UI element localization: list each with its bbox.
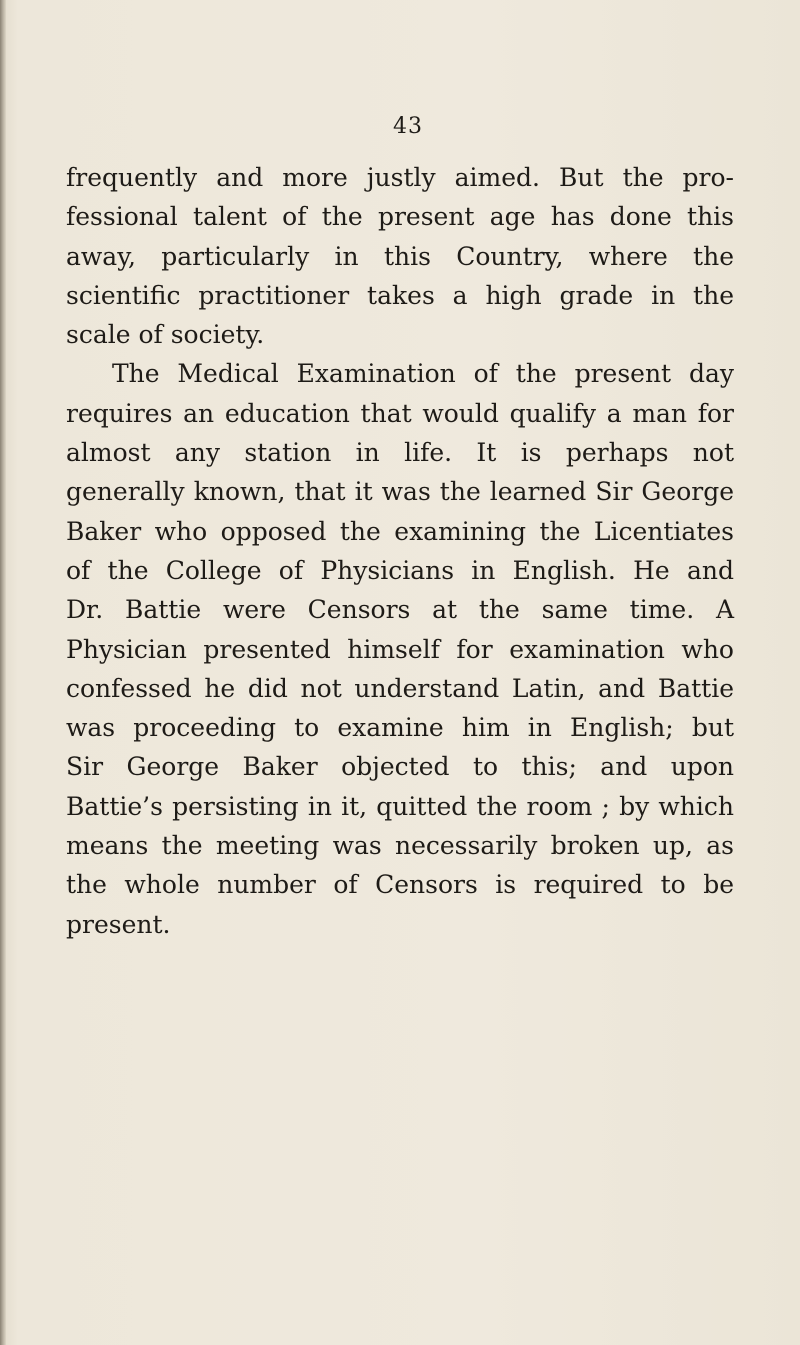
text-line: generally known, that it was the learned Sir George [66,477,734,507]
text-line: Sir George Baker objected to this; and upon [66,752,734,782]
text-line: fessional talent of the present age has done this [66,202,734,232]
text-line: The Medical Examination of the present day [112,359,734,389]
text-line: Battie’s persisting in it, quitted the room ; by which [66,791,734,821]
text-line: was proceeding to examine him in English; but [66,713,734,743]
text-line: Baker who opposed the examining the Licentiates [66,516,734,546]
text-line: scale of society. [66,320,265,350]
text-line: the whole number of Censors is required to be [66,870,734,900]
text-line: means the meeting was necessarily broken up, as [66,831,734,861]
text-line: away, particularly in this Country, where the [66,241,734,271]
text-line: confessed he did not understand Latin, and Battie [66,673,734,703]
page-gutter-shadow [0,0,6,1345]
text-line: Dr. Battie were Censors at the same time. A [66,595,734,625]
text-line: Physician presented himself for examination who [66,634,734,664]
text-line: of the College of Physicians in English. He and [66,555,734,585]
text-line: scientific practitioner takes a high grade in the [66,280,734,310]
page-number: 43 [393,114,423,139]
text-line: almost any station in life. It is perhaps not [66,438,734,468]
text-line: present. [66,909,171,939]
text-line: requires an education that would qualify a man for [66,398,734,428]
body-text [66,158,734,944]
text-line: frequently and more justly aimed. But the pro- [66,163,734,192]
